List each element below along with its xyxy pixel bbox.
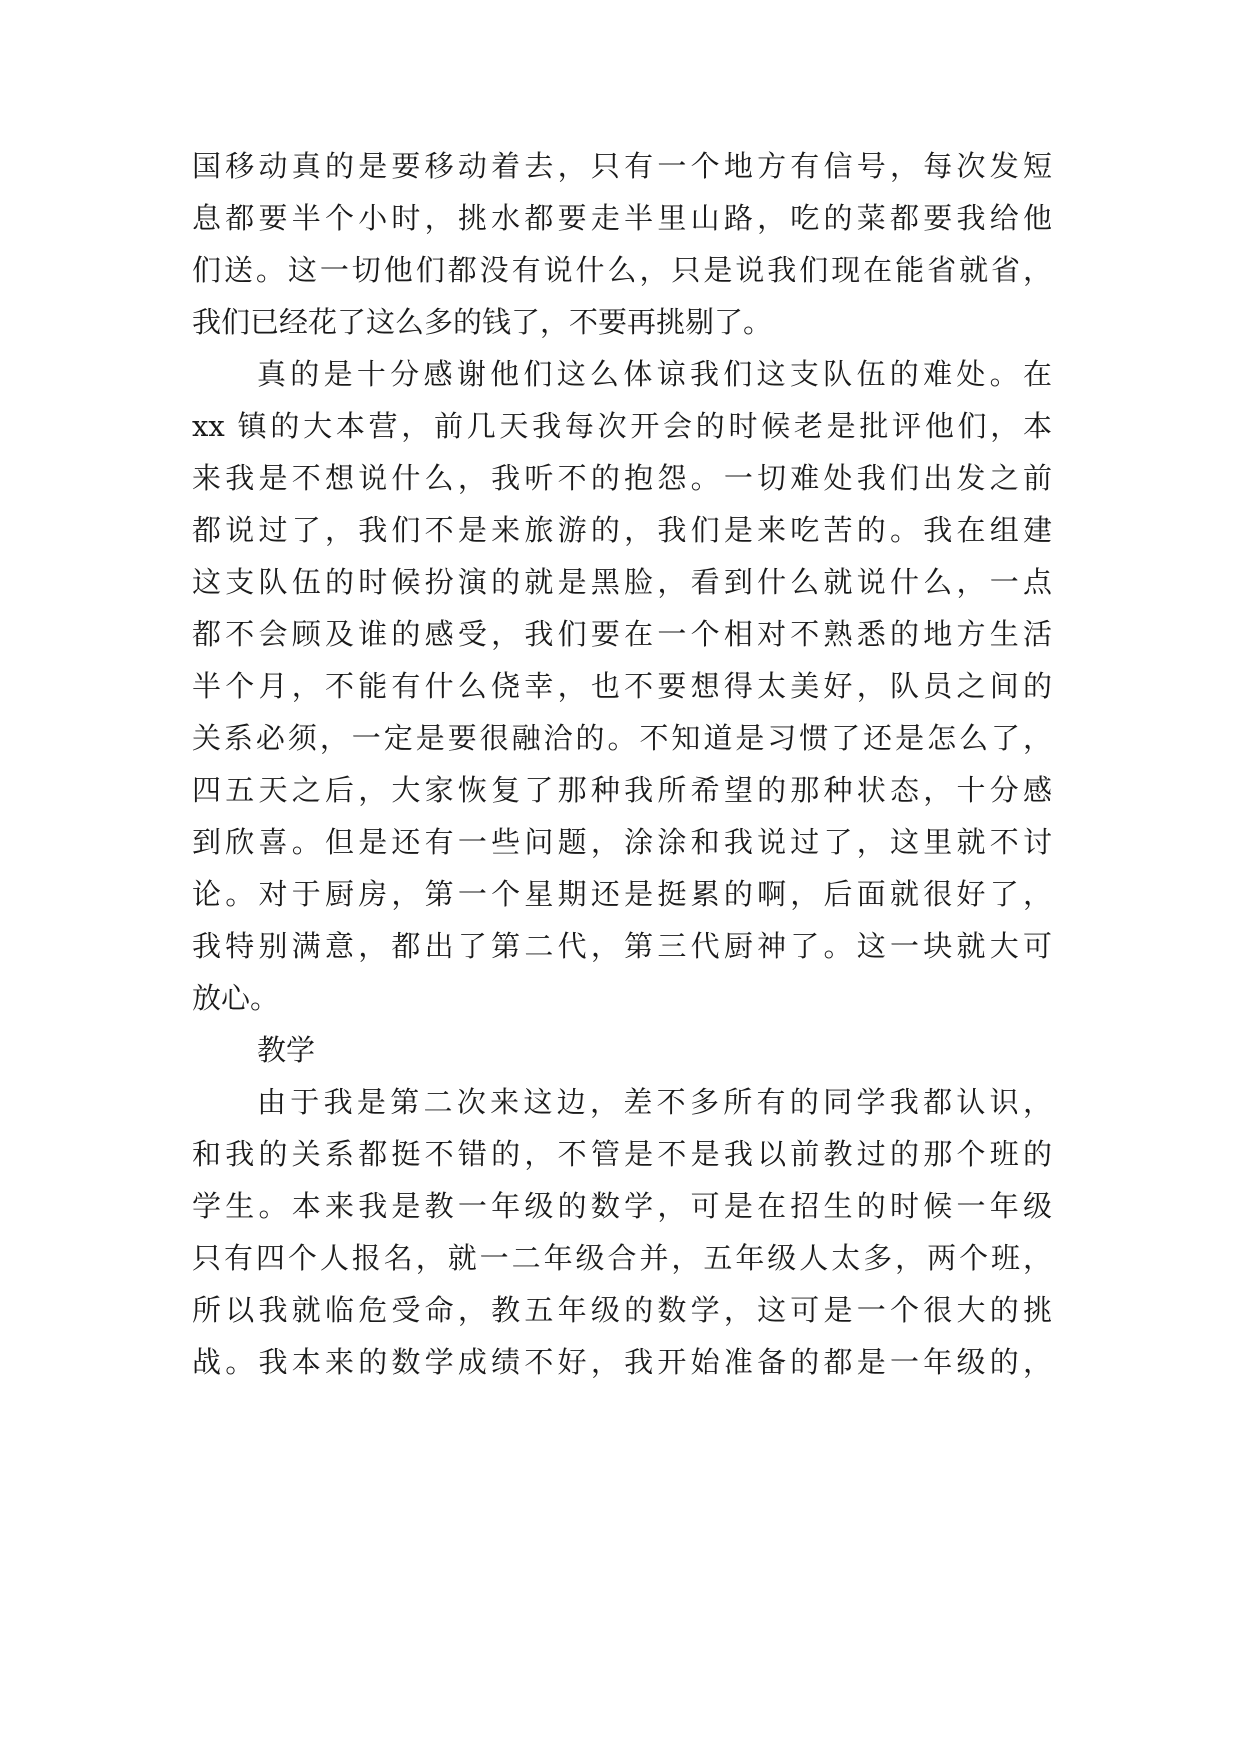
text-line: 我们已经花了这么多的钱了，不要再挑剔了。 [192,305,773,339]
text-line: 这支队伍的时候扮演的就是黑脸，看到什么就说什么，一点 [192,565,1052,599]
text-line: 们送。这一切他们都没有说什么，只是说我们现在能省就省， [192,253,1052,287]
text-line: 息都要半个小时，挑水都要走半里山路，吃的菜都要我给他 [192,201,1052,235]
text-line: 只有四个人报名，就一二年级合并，五年级人太多，两个班， [192,1241,1052,1275]
text-line: 我特别满意，都出了第二代，第三代厨神了。这一块就大可 [192,929,1052,963]
text-line: 和我的关系都挺不错的，不管是不是我以前教过的那个班的 [192,1137,1052,1171]
text-line: 真的是十分感谢他们这么体谅我们这支队伍的难处。在 [257,357,1052,391]
text-line: 论。对于厨房，第一个星期还是挺累的啊，后面就很好了， [192,877,1052,911]
text-line: 国移动真的是要移动着去，只有一个地方有信号，每次发短 [192,149,1052,183]
section-heading: 教学 [257,1033,316,1067]
text-line: 半个月，不能有什么侥幸，也不要想得太美好，队员之间的 [192,669,1052,703]
text-line: 由于我是第二次来这边，差不多所有的同学我都认识， [257,1085,1052,1119]
text-line: 关系必须，一定是要很融洽的。不知道是习惯了还是怎么了， [192,721,1052,755]
text-line: 战。我本来的数学成绩不好，我开始准备的都是一年级的， [192,1345,1052,1379]
text-line: 学生。本来我是教一年级的数学，可是在招生的时候一年级 [192,1189,1052,1223]
text-line: 都不会顾及谁的感受，我们要在一个相对不熟悉的地方生活 [192,617,1052,651]
text-line: 都说过了，我们不是来旅游的，我们是来吃苦的。我在组建 [192,513,1052,547]
text-line: 放心。 [192,981,280,1015]
text-line: 所以我就临危受命，教五年级的数学，这可是一个很大的挑 [192,1293,1052,1327]
text-line: 到欣喜。但是还有一些问题，涂涂和我说过了，这里就不讨 [192,825,1052,859]
text-line: 来我是不想说什么，我听不的抱怨。一切难处我们出发之前 [192,461,1052,495]
text-line: xx 镇的大本营，前几天我每次开会的时候老是批评他们，本 [192,409,1052,443]
text-line: 四五天之后，大家恢复了那种我所希望的那种状态，十分感 [192,773,1052,807]
